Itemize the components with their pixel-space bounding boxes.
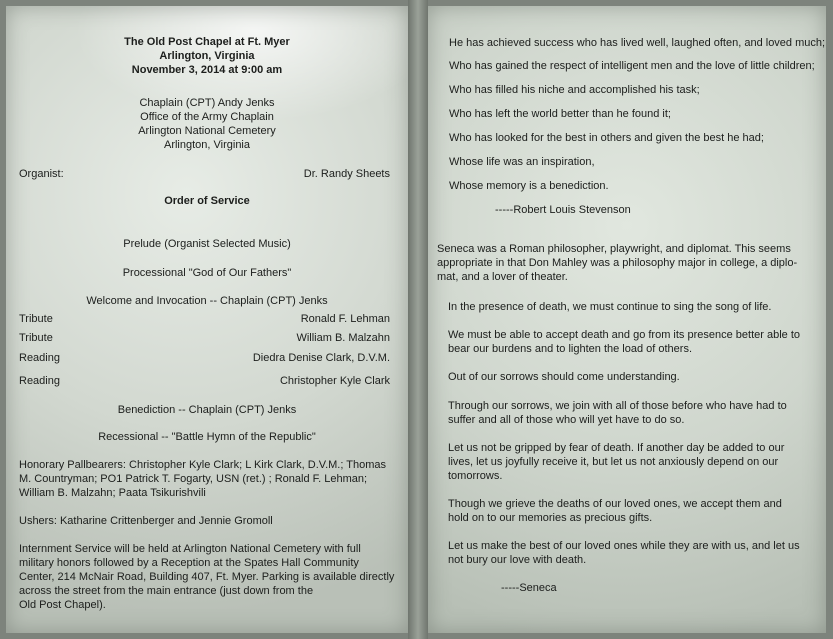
left-page <box>6 6 408 633</box>
quote-line: We must be able to accept death and go from its presence better able to <box>448 329 801 341</box>
seneca-intro-line: appropriate in that Don Mahley was a philosophy major in college, a diplo- <box>437 257 798 269</box>
officiant-line: Chaplain (CPT) Andy Jenks <box>139 97 275 109</box>
order-of-service-heading: Order of Service <box>164 195 250 207</box>
officiant-line: Office of the Army Chaplain <box>140 111 274 123</box>
program-label: Tribute <box>19 313 53 325</box>
poem-line: Who has filled his niche and accomplished his task; <box>449 84 700 96</box>
organist-name: Dr. Randy Sheets <box>303 168 390 180</box>
poem-line: Who has left the world better than he found it; <box>449 108 671 120</box>
organist-label: Organist: <box>19 168 64 180</box>
officiant-line: Arlington National Cemetery <box>138 125 276 137</box>
quote-line: lives, let us joyfully receive it, but let us not anxiously depend on our <box>448 456 779 468</box>
quote-line: In the presence of death, we must continue to sing the song of life. <box>448 301 772 313</box>
quote-line: suffer and all of those who will yet have to do so. <box>448 414 685 426</box>
program-name: William B. Malzahn <box>296 332 390 344</box>
quote-line: Out of our sorrows should come understanding. <box>448 371 680 383</box>
quote-line: tomorrows. <box>448 470 503 482</box>
internment-line: across the street from the main entrance (just down from the <box>19 585 314 597</box>
seneca-intro-line: mat, and a lover of theater. <box>437 271 568 283</box>
poem-line: He has achieved success who has lived well, laughed often, and loved much; <box>449 37 826 49</box>
recessional: Recessional -- "Battle Hymn of the Republic" <box>98 431 316 443</box>
poem-line: Whose memory is a benediction. <box>449 180 609 192</box>
right-page <box>428 6 826 633</box>
quote-line: Though we grieve the deaths of our loved ones, we accept them and <box>448 498 782 510</box>
venue-city: Arlington, Virginia <box>159 50 255 62</box>
quote-line: Let us not be gripped by fear of death. If another day be added to our <box>448 442 785 454</box>
pallbearers-line: William B. Malzahn; Paata Tsikurishvili <box>19 487 206 499</box>
internment-line: Center, 214 McNair Road, Building 407, Ft. Myer. Parking is available directly <box>19 571 395 583</box>
quote-line: bear our burdens and to lighten the load of others. <box>448 343 693 355</box>
quote-line: not bury our love with death. <box>448 554 587 566</box>
processional: Processional "God of Our Fathers" <box>122 267 292 279</box>
internment-line: Internment Service will be held at Arlington National Cemetery with full <box>19 543 361 555</box>
quote-line: hold on to our memories as precious gifts. <box>448 512 653 524</box>
quote-line: Let us make the best of our loved ones while they are with us, and let us <box>448 540 800 552</box>
program-name: Christopher Kyle Clark <box>279 375 390 387</box>
venue-title: The Old Post Chapel at Ft. Myer <box>124 36 290 48</box>
pallbearers-line: Honorary Pallbearers: Christopher Kyle Clark; L Kirk Clark, D.V.M.; Thomas <box>19 459 386 471</box>
internment-line: military honors followed by a Reception at the Spates Hall Community <box>19 557 359 569</box>
poem-line: Whose life was an inspiration, <box>449 156 595 168</box>
seneca-intro-line: Seneca was a Roman philosopher, playwright, and diplomat. This seems <box>437 243 791 255</box>
program-label: Tribute <box>19 332 53 344</box>
pallbearers-line: M. Countryman; PO1 Patrick T. Fogarty, USN (ret.) ; Ronald F. Lehman; <box>19 473 368 485</box>
quote-line: Through our sorrows, we join with all of those before who have had to <box>448 400 787 412</box>
poem-line: Who has gained the respect of intelligent men and the love of little children; <box>449 60 815 72</box>
poem-attribution: -----Robert Louis Stevenson <box>495 204 631 216</box>
officiant-line: Arlington, Virginia <box>163 139 250 151</box>
program-label: Reading <box>19 375 60 387</box>
program-label: Reading <box>19 352 60 364</box>
page-fold <box>408 0 428 639</box>
seneca-attribution: -----Seneca <box>501 582 557 594</box>
program-name: Ronald F. Lehman <box>300 313 390 325</box>
service-date: November 3, 2014 at 9:00 am <box>131 64 283 76</box>
prelude: Prelude (Organist Selected Music) <box>123 238 291 250</box>
program-name: Diedra Denise Clark, D.V.M. <box>252 352 390 364</box>
internment-line: Old Post Chapel). <box>19 599 106 611</box>
benediction: Benediction -- Chaplain (CPT) Jenks <box>117 404 297 416</box>
welcome-invocation: Welcome and Invocation -- Chaplain (CPT) Jenks <box>86 295 328 307</box>
ushers: Ushers: Katharine Crittenberger and Jennie Gromoll <box>19 515 273 527</box>
poem-line: Who has looked for the best in others and given the best he had; <box>449 132 764 144</box>
